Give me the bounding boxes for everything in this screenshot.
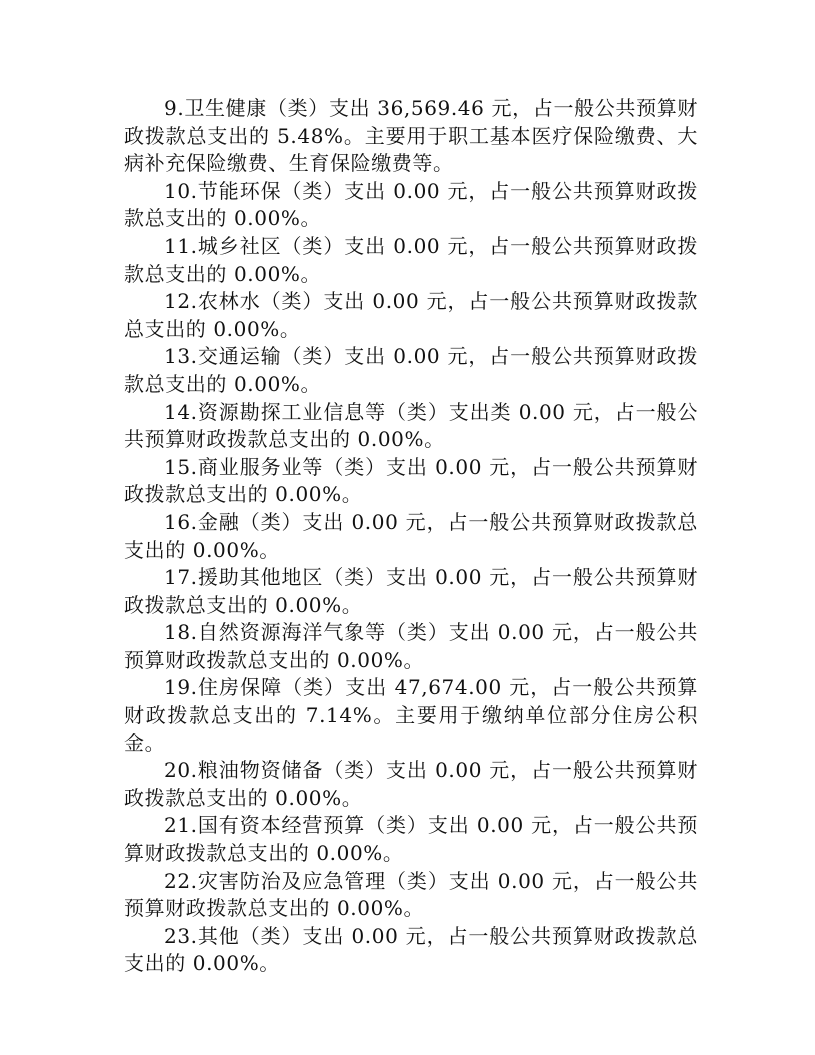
paragraph-item-13: 13.交通运输（类）支出 0.00 元，占一般公共预算财政拨款总支出的 0.00%。 [124, 344, 698, 396]
paragraph-item-18: 18.自然资源海洋气象等（类）支出 0.00 元，占一般公共预算财政拨款总支出的 0.00%。 [124, 620, 698, 672]
paragraph-item-17: 17.援助其他地区（类）支出 0.00 元，占一般公共预算财政拨款总支出的 0.00%。 [124, 565, 698, 617]
paragraph-item-12: 12.农林水（类）支出 0.00 元，占一般公共预算财政拨款总支出的 0.00%。 [124, 289, 698, 341]
paragraph-item-11: 11.城乡社区（类）支出 0.00 元，占一般公共预算财政拨款总支出的 0.00%。 [124, 233, 698, 286]
paragraph-item-21: 21.国有资本经营预算（类）支出 0.00 元，占一般公共预算财政拨款总支出的 0.00%。 [124, 813, 698, 866]
paragraph-item-14: 14.资源勘探工业信息等（类）支出类 0.00 元，占一般公共预算财政拨款总支出的 0.00%。 [124, 399, 698, 452]
paragraph-item-20: 20.粮油物资储备（类）支出 0.00 元，占一般公共预算财政拨款总支出的 0.00%。 [124, 758, 698, 810]
paragraph-item-16: 16.金融（类）支出 0.00 元，占一般公共预算财政拨款总支出的 0.00%。 [124, 509, 698, 562]
paragraph-item-9: 9.卫生健康（类）支出 36,569.46 元，占一般公共预算财政拨款总支出的 5.48%。主要用于职工基本医疗保险缴费、大病补充保险缴费、生育保险缴费等。 [124, 96, 698, 176]
paragraph-item-23: 23.其他（类）支出 0.00 元，占一般公共预算财政拨款总支出的 0.00%。 [124, 923, 698, 976]
paragraph-item-15: 15.商业服务业等（类）支出 0.00 元，占一般公共预算财政拨款总支出的 0.00%。 [124, 454, 698, 507]
paragraph-item-19: 19.住房保障（类）支出 47,674.00 元，占一般公共预算财政拨款总支出的 7.14%。主要用于缴纳单位部分住房公积金。 [124, 675, 698, 755]
paragraph-item-22: 22.灾害防治及应急管理（类）支出 0.00 元，占一般公共预算财政拨款总支出的 0.00%。 [124, 868, 698, 921]
body-text [124, 95, 698, 978]
paragraph-item-10: 10.节能环保（类）支出 0.00 元，占一般公共预算财政拨款总支出的 0.00%。 [124, 178, 698, 231]
